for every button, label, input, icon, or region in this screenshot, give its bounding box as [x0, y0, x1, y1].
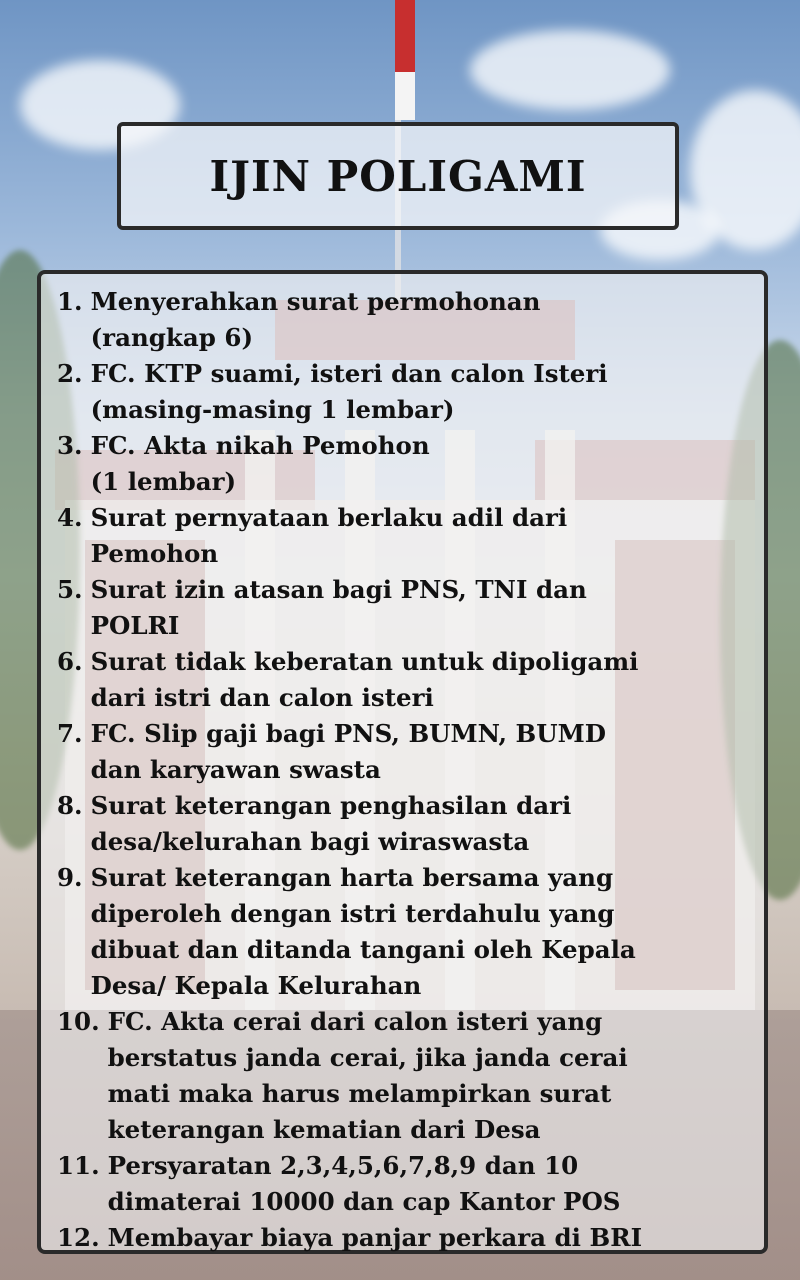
list-item	[57, 1148, 752, 1220]
list-item	[57, 860, 752, 1004]
item-number: 5.	[57, 575, 83, 604]
item-number: 12.	[57, 1223, 100, 1252]
list-item	[57, 644, 752, 716]
item-text: Surat keterangan harta bersama yang diperoleh dengan istri terdahulu yang dibuat dan ditanda tangani oleh Kepala Desa/ Kepala Kelurahan	[90, 863, 636, 1000]
list-item	[57, 284, 752, 356]
list-item	[57, 428, 752, 500]
item-text: FC. Slip gaji bagi PNS, BUMN, BUMD dan karyawan swasta	[90, 719, 606, 784]
item-text: Surat tidak keberatan untuk dipoligami dari istri dan calon isteri	[90, 647, 639, 712]
title-box	[117, 122, 679, 230]
item-text: Surat pernyataan berlaku adil dari Pemohon	[90, 503, 568, 568]
flag	[395, 0, 415, 120]
item-text: FC. KTP suami, isteri dan calon Isteri (masing-masing 1 lembar)	[90, 359, 608, 424]
item-number: 2.	[57, 359, 83, 388]
list-item	[57, 356, 752, 428]
item-text: Surat izin atasan bagi PNS, TNI dan POLRI	[90, 575, 587, 640]
item-number: 10.	[57, 1007, 100, 1036]
item-number: 6.	[57, 647, 83, 676]
item-number: 8.	[57, 791, 83, 820]
list-item	[57, 788, 752, 860]
item-text: Surat keterangan penghasilan dari desa/kelurahan bagi wiraswasta	[90, 791, 572, 856]
item-number: 7.	[57, 719, 83, 748]
item-text: Menyerahkan surat permohonan (rangkap 6)	[90, 287, 541, 352]
item-number: 9.	[57, 863, 83, 892]
item-number: 11.	[57, 1151, 100, 1180]
item-number: 3.	[57, 431, 83, 460]
item-number: 1.	[57, 287, 83, 316]
list-item	[57, 1004, 752, 1148]
item-text: FC. Akta nikah Pemohon (1 lembar)	[90, 431, 430, 496]
list-item	[57, 716, 752, 788]
item-text: Persyaratan 2,3,4,5,6,7,8,9 dan 10 dimaterai 10000 dan cap Kantor POS	[107, 1151, 621, 1216]
item-number: 4.	[57, 503, 83, 532]
list-item	[57, 1220, 752, 1256]
item-text: Membayar biaya panjar perkara di BRI	[107, 1223, 643, 1252]
list-item	[57, 572, 752, 644]
page-title: IJIN POLIGAMI	[209, 151, 587, 201]
requirements-list	[37, 270, 768, 1254]
list-item	[57, 500, 752, 572]
item-text: FC. Akta cerai dari calon isteri yang berstatus janda cerai, jika janda cerai mati maka harus melampirkan surat keterangan kematian dari Desa	[107, 1007, 628, 1144]
